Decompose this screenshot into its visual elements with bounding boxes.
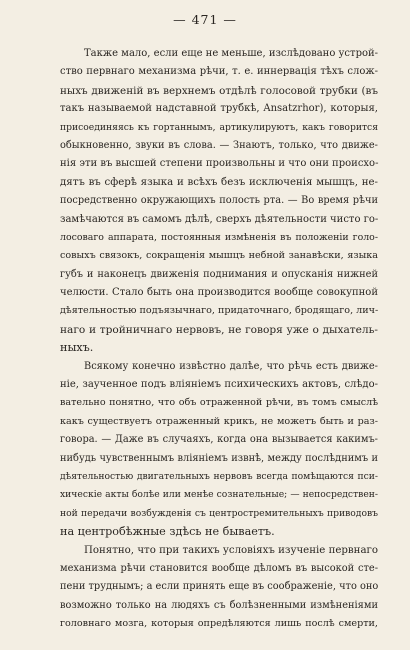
text-line: Также мало, если еще не меньше, изслѣдовано устрой-: [84, 48, 379, 59]
text-line: наго и тройничнаго нервовъ, не говоря уже о дыхатель-: [60, 323, 378, 336]
text-line: дѣятельностью подъязычнаго, придаточнаго, бродящаго, лич-: [60, 305, 379, 317]
text-line: на центробѣжные здѣсь не бываетъ.: [60, 525, 275, 539]
text-line: говора. — Даже въ случаяхъ, когда она вызывается какимъ-: [60, 434, 378, 446]
text-line: дѣятельностью двигательныхъ нервовъ всегда помѣщаются пси-: [60, 470, 378, 482]
text-line: ство первнаго механизма рѣчи, т. е. иннервація тѣхъ слож-: [60, 66, 378, 78]
text-line: возможно только на людяхъ съ болѣзненными измѣненіями: [60, 599, 378, 611]
text-line: такъ называемой надставной трубкѣ, Ansatzrhor), которыя,: [60, 103, 378, 115]
text-line: дятъ въ сферѣ языка и всѣхъ безъ исключенія мышцъ, не-: [60, 176, 378, 188]
text-line: какъ существуетъ отраженный крикъ, не можетъ быть и раз-: [60, 415, 378, 427]
text-line: хическіе акты болѣе или менѣе сознательные; — непосредствен-: [60, 489, 378, 501]
text-line: лосоваго аппарата, постоянныя измѣненія въ положеніи голо-: [60, 231, 378, 243]
text-line: ныхъ движеній въ верхнемъ отдѣлѣ голосовой трубки (въ: [60, 84, 378, 97]
text-line: нибудь чувственнымъ вліяніемъ извнѣ, между послѣднимъ и: [60, 452, 378, 464]
text-line: нія эти въ высшей степени произвольны и что они происхо-: [60, 158, 379, 170]
body-text: [60, 45, 378, 634]
text-line: вательно понятно, что объ отраженной рѣчи, въ томъ смыслѣ: [60, 397, 378, 409]
text-line: челюсти. Стало быть она производится вообще совокупной: [60, 287, 378, 299]
text-line: обыкновенно, звуки въ слова. — Знаютъ, только, что движе-: [60, 139, 378, 151]
text-line: Понятно, что при такихъ условіяхъ изученіе первнаго: [84, 544, 378, 556]
text-line: посредственно окружающихъ полость рта. — Во время рѣчи: [60, 195, 378, 207]
text-line: Всякому конечно извѣстно далѣе, что рѣчь есть движе-: [84, 360, 378, 372]
text-line: совыхъ связокъ, сокращенія мышцъ небной занавѣски, языка: [60, 250, 378, 262]
text-line: ніе, заученное подъ вліяніемъ психическихъ актовъ, слѣдо-: [60, 379, 378, 391]
text-line: ныхъ.: [60, 341, 94, 355]
text-line: головнаго мозга, которыя опредѣляются лишь послѣ смерти,: [60, 618, 378, 630]
text-line: присоединяясь къ гортаннымъ, артикулируютъ, какъ говорится: [60, 121, 378, 133]
text-line: механизма рѣчи становится вообще дѣломъ въ высокой сте-: [60, 562, 378, 574]
text-line: пени труднымъ; а если принять еще въ соображеніе, что оно: [60, 581, 379, 593]
text-line: ной передачи возбужденія съ центростремительныхъ приводовъ: [60, 507, 378, 519]
text-line: губъ и наконецъ движенія поднимания и опусканія нижней: [60, 268, 378, 280]
page-number: — 471 —: [173, 12, 237, 27]
text-line: замѣчаются въ самомъ дѣлѣ, сверхъ дѣятельности чисто го-: [60, 213, 379, 225]
